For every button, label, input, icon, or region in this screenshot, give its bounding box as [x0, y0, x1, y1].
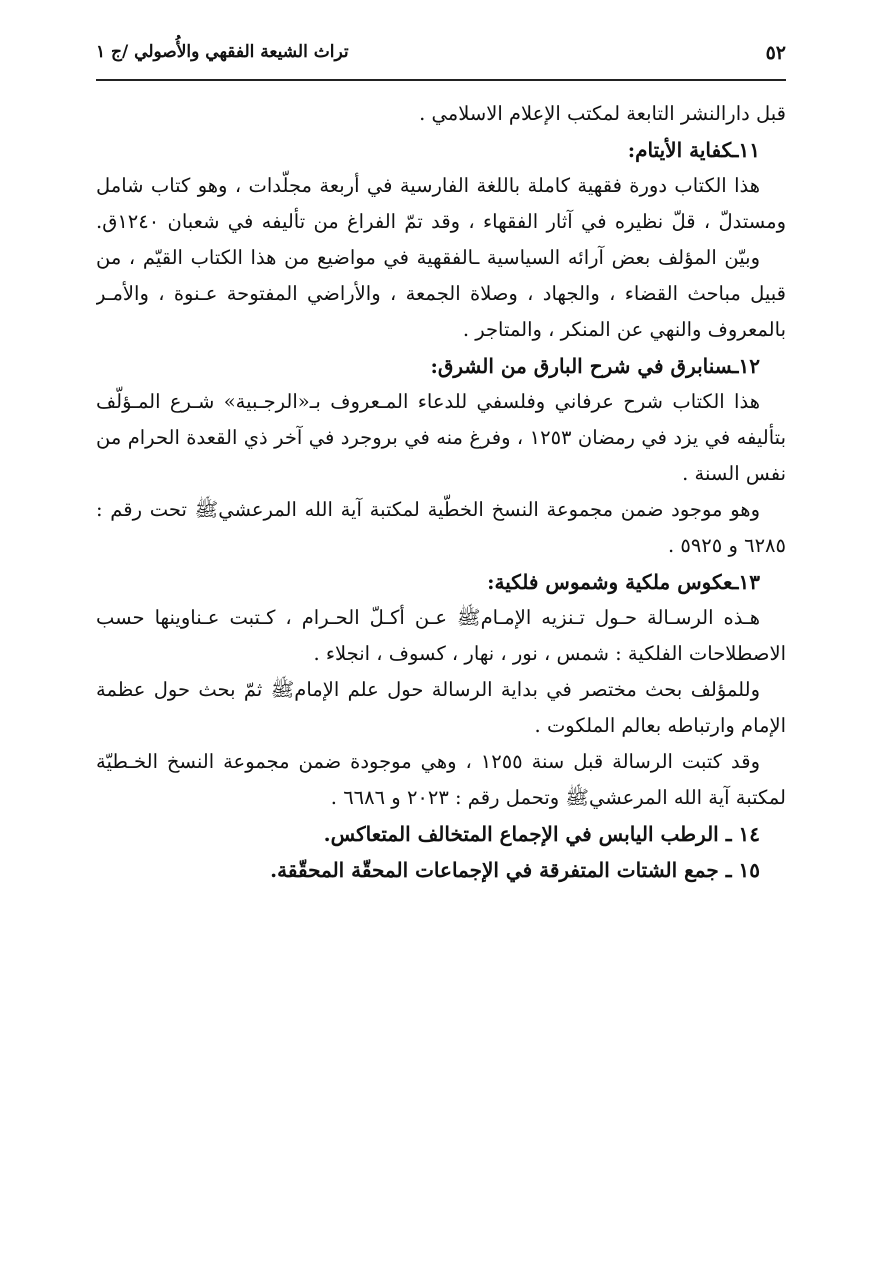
text-line: هـذه الرسـالة حـول تـنزيه الإمـامﷺ عـن أكـلّ الحـرام ، كـتبت عـناوينها حسب	[96, 606, 760, 629]
text-line: هذا الكتاب شرح عرفاني وفلسفي للدعاء المـعروف بـ«الرجـبية» شـرع المـؤلّف	[96, 390, 760, 413]
text-line: هذا الكتاب دورة فقهية كاملة باللغة الفارسية في أربعة مجلّدات ، وهو كتاب شامل	[96, 174, 760, 197]
header-rule	[96, 79, 786, 81]
running-title: تراث الشيعة الفقهي والأُصولي /ج ١	[96, 42, 349, 62]
page-number: ٥٢	[765, 42, 786, 64]
text-line: ٦٢٨٥ و ٥٩٢٥ .	[667, 534, 786, 557]
text-line: وقد كتبت الرسالة قبل سنة ١٢٥٥ ، وهي موجودة ضمن مجموعة النسخ الخـطيّة	[96, 750, 760, 773]
text-line: قبل دارالنشر التابعة لمكتب الإعلام الاسلامي .	[419, 102, 786, 125]
section-heading: ١٥ ـ جمع الشتات المتفرقة في الإجماعات المحقّة المحقّقة.	[270, 858, 760, 882]
section-heading: ١٣ـعكوس ملكية وشموس فلكية:	[487, 570, 760, 594]
section-heading: ١٢ـسنابرق في شرح البارق من الشرق:	[430, 354, 760, 378]
text-line: وبيّن المؤلف بعض آرائه السياسية ـالفقهية في مواضيع من هذا الكتاب القيّم ، من	[96, 246, 760, 269]
section-heading: ١١ـكفاية الأيتام:	[627, 138, 760, 162]
text-line: قبيل مباحث القضاء ، والجهاد ، وصلاة الجمعة ، والأراضي المفتوحة عـنوة ، والأمـر	[96, 282, 786, 305]
text-line: نفس السنة .	[682, 462, 786, 485]
text-line: وللمؤلف بحث مختصر في بداية الرسالة حول علم الإمامﷺ ثمّ بحث حول عظمة	[96, 678, 760, 701]
section-heading: ١٤ ـ الرطب اليابس في الإجماع المتخالف المتعاكس.	[323, 822, 760, 846]
text-line: الإمام وارتباطه بعالم الملكوت .	[534, 714, 786, 737]
page-header	[96, 36, 786, 76]
text-line: ومستدلّ ، قلّ نظيره في آثار الفقهاء ، وقد تمّ الفراغ من تأليفه في شعبان ١٢٤٠ق.	[96, 210, 786, 233]
text-line: بتأليفه في يزد في رمضان ١٢٥٣ ، وفرغ منه في بروجرد في آخر ذي القعدة الحرام من	[96, 426, 786, 449]
text-line: لمكتبة آية الله المرعشيﷺ وتحمل رقم : ٢٠٢٣ و ٦٦٨٦ .	[330, 786, 786, 809]
text-line: الاصطلاحات الفلكية : شمس ، نور ، نهار ، كسوف ، انجلاء .	[313, 642, 786, 665]
text-line: بالمعروف والنهي عن المنكر ، والمتاجر .	[462, 318, 786, 341]
text-line: وهو موجود ضمن مجموعة النسخ الخطّية لمكتبة آية الله المرعشي‌ﷺ تحت رقم :	[96, 498, 760, 521]
page-body	[96, 96, 786, 888]
